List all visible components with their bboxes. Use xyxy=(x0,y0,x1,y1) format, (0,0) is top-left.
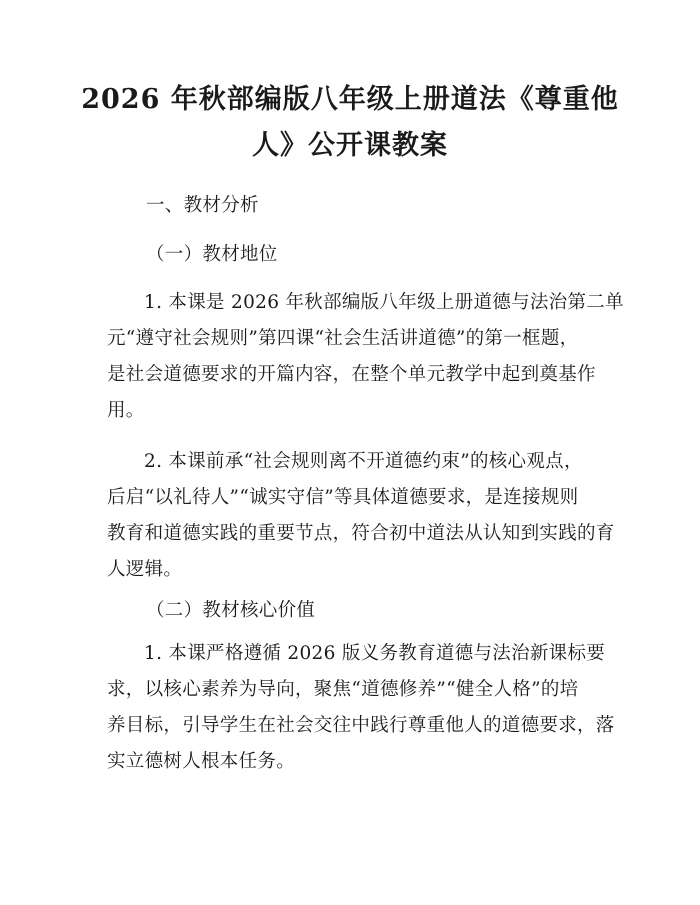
paragraph-1-line-1: 1. 本课是 2026 年秋部编版八年级上册道德与法治第二单 xyxy=(144,292,624,313)
document-title-line-1: 2026 年秋部编版八年级上册道法《尊重他 xyxy=(81,84,619,115)
subsection-heading-material-status: （一）教材地位 xyxy=(146,244,278,265)
paragraph-2-line-2: 后启“以礼待人”“诚实守信”等具体道德要求，是连接规则 xyxy=(107,487,579,508)
document-title-line-2: 人》公开课教案 xyxy=(252,130,448,161)
paragraph-3-line-2: 求，以核心素养为导向，聚焦“道德修养”“健全人格”的培 xyxy=(107,679,579,700)
paragraph-3-line-1: 1. 本课严格遵循 2026 版义务教育道德与法治新课标要 xyxy=(144,643,606,664)
paragraph-2-line-4: 人逻辑。 xyxy=(107,559,183,580)
paragraph-3-line-3: 养目标，引导学生在社会交往中践行尊重他人的道德要求，落 xyxy=(107,715,615,736)
paragraph-3-line-4: 实立德树人根本任务。 xyxy=(107,751,296,772)
paragraph-1-line-4: 用。 xyxy=(107,400,145,421)
paragraph-2-line-3: 教育和道德实践的重要节点，符合初中道法从认知到实践的育 xyxy=(107,523,615,544)
paragraph-1-line-2: 元“遵守社会规则”第四课“社会生活讲道德”的第一框题， xyxy=(107,328,579,349)
paragraph-1-line-3: 是社会道德要求的开篇内容，在整个单元教学中起到奠基作 xyxy=(107,364,596,385)
section-heading-material-analysis: 一、教材分析 xyxy=(146,195,259,216)
paragraph-2-line-1: 2. 本课前承“社会规则离不开道德约束”的核心观点， xyxy=(144,451,583,472)
subsection-heading-core-value: （二）教材核心价值 xyxy=(146,600,316,621)
